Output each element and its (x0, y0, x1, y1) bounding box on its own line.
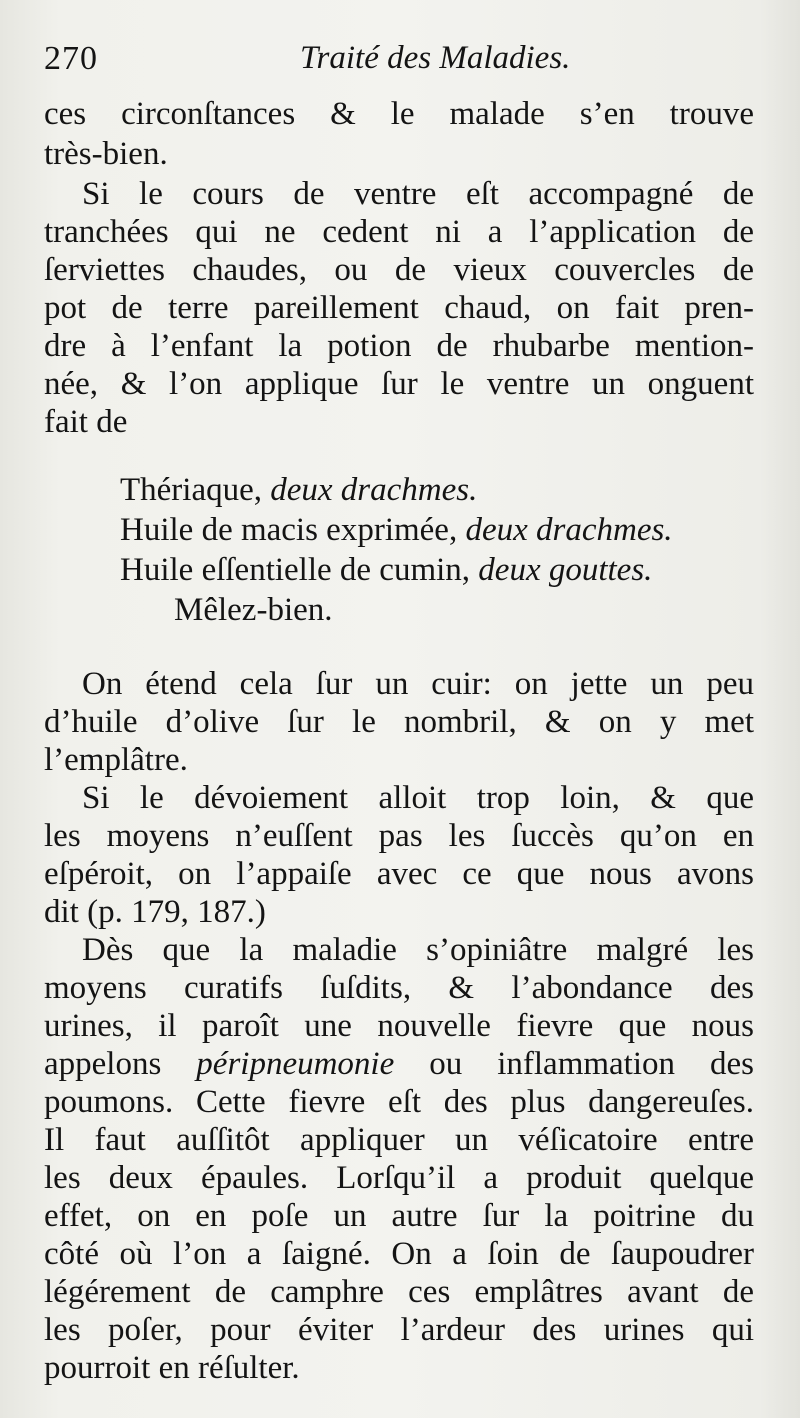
text-line: légérement de camphre ces emplâtres avant de (44, 1274, 754, 1310)
text-line: née, & l’on applique ſur le ventre un onguent (44, 366, 754, 402)
text-line: ſerviettes chaudes, ou de vieux couvercles de (44, 252, 754, 288)
text-span: ou inflammation des (429, 1046, 754, 1082)
text-line: ces circonſtances & le malade s’en trouve (44, 96, 754, 132)
recipe-instruction: Mêlez-bien. (174, 592, 333, 628)
text-line: côté où l’on a ſaigné. On a ſoin de ſaupoudrer (44, 1236, 754, 1272)
text-line: effet, on en poſe un autre ſur la poitrine du (44, 1198, 754, 1234)
text-line: pourroit en réſulter. (44, 1350, 300, 1386)
recipe-item (120, 470, 477, 510)
text-line: urines, il paroît une nouvelle fievre que nous (44, 1008, 754, 1044)
text-line: Dès que la maladie s’opiniâtre malgré les (82, 932, 754, 968)
page-header (44, 40, 756, 80)
recipe-ingredient: Huile de macis exprimée, (120, 512, 458, 548)
text-line: eſpéroit, on l’appaiſe avec ce que nous avons (44, 856, 754, 892)
text-line: Si le dévoiement alloit trop loin, & que (82, 780, 754, 816)
text-span: appelons (44, 1046, 162, 1082)
running-title: Traité des Maladies. (300, 40, 571, 76)
emphasized-term: péripneumonie (196, 1046, 395, 1082)
text-line: pot de terre pareillement chaud, on fait pren- (44, 290, 754, 326)
text-line: l’emplâtre. (44, 742, 188, 778)
text-line: moyens curatifs ſuſdits, & l’abondance des (44, 970, 754, 1006)
recipe-item (120, 510, 673, 550)
page-number: 270 (44, 40, 98, 77)
text-line: les deux épaules. Lorſqu’il a produit quelque (44, 1160, 754, 1196)
recipe-ingredient: Huile eſſentielle de cumin, (120, 552, 471, 588)
text-line: tranchées qui ne cedent ni a l’application de (44, 214, 754, 250)
text-line (44, 1044, 754, 1084)
text-line: On étend cela ſur un cuir: on jette un peu (82, 666, 754, 702)
text-line: Si le cours de ventre eſt accompagné de (82, 176, 754, 212)
recipe-ingredient: Thériaque, (120, 472, 263, 508)
text-line: d’huile d’olive ſur le nombril, & on y met (44, 704, 754, 740)
text-line: dit (p. 179, 187.) (44, 894, 266, 930)
recipe-quantity: deux gouttes. (478, 552, 653, 588)
text-line: fait de (44, 404, 128, 440)
text-line: les moyens n’euſſent pas les ſuccès qu’on en (44, 818, 754, 854)
text-line: dre à l’enfant la potion de rhubarbe mention- (44, 328, 754, 364)
text-line: Il faut auſſitôt appliquer un véſicatoire entre (44, 1122, 754, 1158)
recipe-quantity: deux drachmes. (270, 472, 478, 508)
recipe-item (120, 550, 652, 590)
recipe-quantity: deux drachmes. (465, 512, 673, 548)
text-line: poumons. Cette fievre eſt des plus dangereuſes. (44, 1084, 754, 1120)
text-line: très-bien. (44, 136, 168, 172)
text-line: les poſer, pour éviter l’ardeur des urines qui (44, 1312, 754, 1348)
